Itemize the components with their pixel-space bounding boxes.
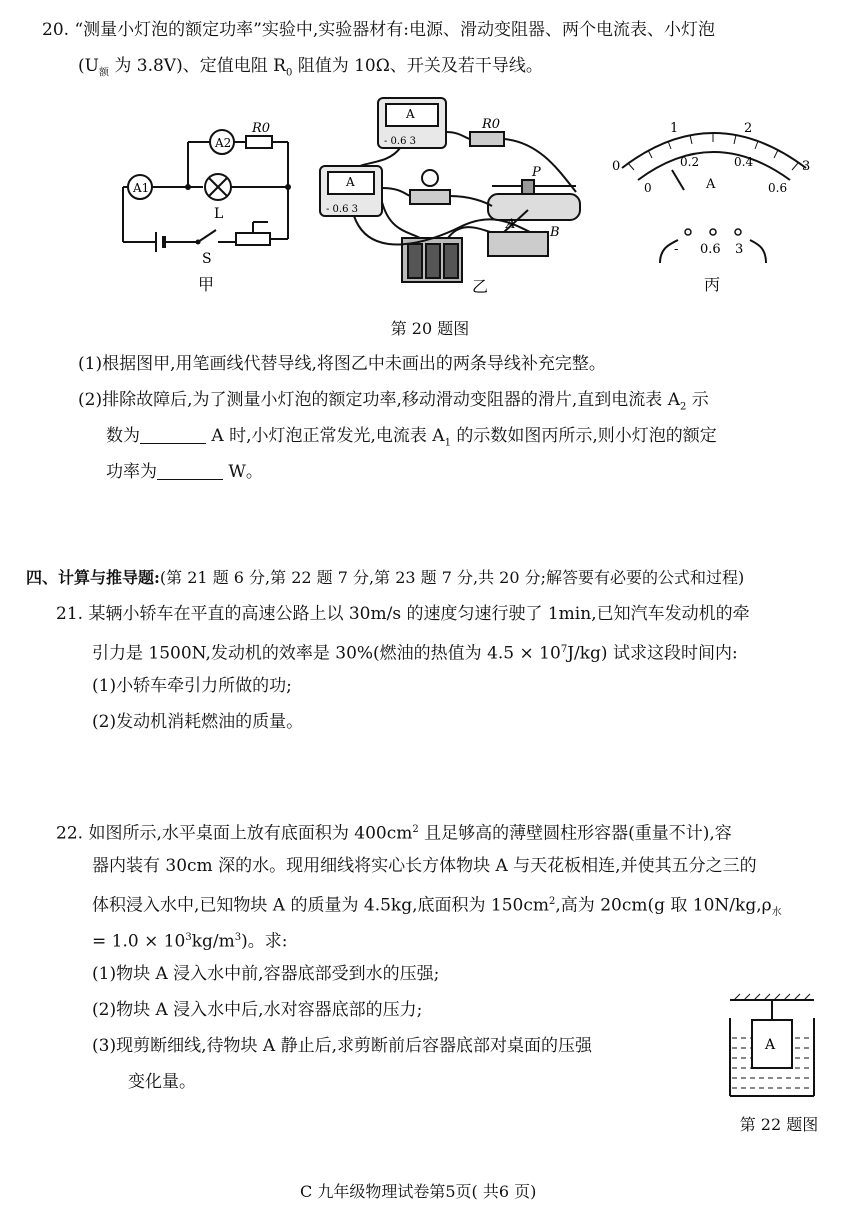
terminal-3: 3 bbox=[735, 242, 744, 257]
q20-sub2-line3-b: W。 bbox=[223, 462, 263, 482]
label-r0-yi: R0 bbox=[482, 117, 501, 132]
q22-text-4a: = 1.0 × 10 bbox=[92, 931, 186, 952]
label-b-terminal: B bbox=[550, 225, 560, 240]
label-bing: 丙 bbox=[704, 275, 721, 294]
label-l: L bbox=[214, 206, 224, 222]
q20-sub-0: 0 bbox=[285, 67, 293, 79]
q22-text-1b: 且足够高的薄壁圆柱形容器(重量不计),容 bbox=[418, 823, 732, 844]
q20-sub2-line2-b: A 时,小灯泡正常发光,电流表 A bbox=[206, 426, 445, 446]
label-a1: A1 bbox=[133, 181, 150, 195]
q22-line4 bbox=[92, 926, 288, 954]
q20-text-2b: 为 3.8V)、定值电阻 R bbox=[108, 56, 286, 76]
dial-unit-a: A bbox=[706, 177, 716, 192]
q21-sub1: (1)小轿车牵引力所做的功; bbox=[92, 676, 292, 696]
q22-text-4c: )。求: bbox=[241, 931, 288, 952]
scale-top-2: 2 bbox=[744, 121, 753, 136]
q22-sup-1: 2 bbox=[412, 824, 419, 835]
q22-sup-4a: 3 bbox=[185, 932, 192, 943]
q22-line3 bbox=[92, 890, 782, 925]
circuit-diagram-jia bbox=[118, 120, 308, 310]
answer-blank-power[interactable] bbox=[157, 461, 223, 480]
q20-sub2-text-b: 示 bbox=[686, 390, 709, 410]
scale-bottom-2: 0.4 bbox=[734, 155, 754, 169]
label-p: P bbox=[532, 165, 541, 180]
q22-sub3-line2: 变化量。 bbox=[128, 1072, 196, 1092]
scale-bottom-0: 0 bbox=[644, 181, 652, 195]
q20-sub2-sub: 2 bbox=[679, 401, 687, 413]
q20-sub2-line2-a: 数为 bbox=[106, 426, 140, 446]
section4-desc: (第 21 题 6 分,第 22 题 7 分,第 23 题 7 分,共 20 分;解答要有必要的公式和过程) bbox=[159, 568, 745, 587]
q20-sub2-text-a: (2)排除故障后,为了测量小灯泡的额定功率,移动滑动变阻器的滑片,直到电流表 A bbox=[78, 390, 680, 410]
ammeter-dial-bing bbox=[608, 108, 818, 298]
label-r0: R0 bbox=[252, 121, 271, 136]
q20-line1 bbox=[42, 18, 715, 42]
scale-top-3: 3 bbox=[802, 159, 811, 174]
label-a-terminal: A bbox=[506, 217, 516, 232]
q20-line2 bbox=[78, 54, 543, 85]
q20-sub2-line2-c: 的示数如图丙所示,则小灯泡的额定 bbox=[450, 426, 717, 446]
q21-sub2: (2)发动机消耗燃油的质量。 bbox=[92, 712, 304, 732]
terminal-minus: - bbox=[674, 242, 679, 257]
block-a-label: A bbox=[765, 1037, 776, 1053]
meter-top-terminals: - 0.6 3 bbox=[384, 136, 417, 147]
q21-text-2b: J/kg) 试求这段时间内: bbox=[567, 643, 738, 664]
q22-text-3b: ,高为 20cm(g 取 10N/kg,ρ bbox=[555, 895, 772, 916]
scale-top-0: 0 bbox=[612, 159, 621, 174]
section4-title: 四、计算与推导题: bbox=[26, 568, 160, 587]
q22-text-4b: kg/m bbox=[191, 931, 235, 952]
apparatus-yi bbox=[310, 92, 600, 302]
q22-text-1a: 如图所示,水平桌面上放有底面积为 400cm bbox=[88, 823, 413, 844]
q21-line2 bbox=[92, 638, 738, 666]
scale-top-1: 1 bbox=[670, 121, 679, 136]
label-yi: 乙 bbox=[472, 277, 489, 296]
q22-line1 bbox=[56, 818, 732, 846]
section4-heading bbox=[26, 566, 744, 590]
terminal-06: 0.6 bbox=[700, 242, 721, 257]
label-a2: A2 bbox=[215, 136, 232, 150]
q20-sub2-line3 bbox=[106, 460, 263, 484]
scale-bottom-3: 0.6 bbox=[768, 181, 788, 195]
scale-bottom-1: 0.2 bbox=[680, 155, 700, 169]
q20-text-2c: 阻值为 10Ω、开关及若干导线。 bbox=[292, 56, 543, 76]
meter-left-terminals: - 0.6 3 bbox=[326, 204, 359, 215]
page-footer: C 九年级物理试卷第5页( 共6 页) bbox=[300, 1182, 537, 1201]
label-s: S bbox=[202, 251, 212, 267]
q22-sub3: (3)现剪断细线,待物块 A 静止后,求剪断前后容器底部对桌面的压强 bbox=[92, 1036, 592, 1056]
q20-sub2-line3-a: 功率为 bbox=[106, 462, 157, 482]
q22-number: 22. bbox=[56, 823, 84, 844]
q22-text-3a: 体积浸入水中,已知物块 A 的质量为 4.5kg,底面积为 150cm bbox=[92, 895, 550, 916]
q22-sup-4b: 3 bbox=[234, 932, 242, 943]
q21-sup: 7 bbox=[560, 644, 568, 655]
q20-caption: 第 20 题图 bbox=[390, 319, 470, 338]
q20-sub-e: 额 bbox=[98, 67, 109, 79]
meter-left-a: A bbox=[346, 175, 355, 189]
q22-caption: 第 22 题图 bbox=[739, 1115, 819, 1134]
answer-blank-current[interactable] bbox=[140, 425, 206, 444]
q22-sub-water: 水 bbox=[771, 907, 782, 919]
q21-line1 bbox=[56, 602, 750, 626]
q20-sub2-line2-sub: 1 bbox=[444, 437, 451, 449]
q20-sub2-line1 bbox=[78, 388, 709, 419]
q20-text-1: “测量小灯泡的额定功率”实验中,实验器材有:电源、滑动变阻器、两个电流表、小灯泡 bbox=[74, 20, 715, 40]
q21-number: 21. bbox=[56, 604, 84, 624]
q22-sub1: (1)物块 A 浸入水中前,容器底部受到水的压强; bbox=[92, 964, 440, 984]
q20-sub2-line2 bbox=[106, 424, 717, 455]
meter-top-a: A bbox=[406, 107, 415, 121]
q20-text-2a: (U bbox=[78, 56, 99, 76]
q21-text-2a: 引力是 1500N,发动机的效率是 30%(燃油的热值为 4.5 × 10 bbox=[92, 643, 561, 664]
container-diagram bbox=[716, 992, 836, 1100]
q22-sub2: (2)物块 A 浸入水中后,水对容器底部的压力; bbox=[92, 1000, 423, 1020]
q21-text-1: 某辆小轿车在平直的高速公路上以 30m/s 的速度匀速行驶了 1min,已知汽车发动机的牵 bbox=[88, 604, 750, 624]
q22-sup-3: 2 bbox=[549, 896, 556, 907]
label-jia: 甲 bbox=[198, 275, 215, 294]
q20-number: 20. bbox=[42, 20, 70, 40]
q20-sub1: (1)根据图甲,用笔画线代替导线,将图乙中未画出的两条导线补充完整。 bbox=[78, 354, 606, 374]
q22-line2: 器内装有 30cm 深的水。现用细线将实心长方体物块 A 与天花板相连,并使其五分之三的 bbox=[92, 856, 757, 876]
